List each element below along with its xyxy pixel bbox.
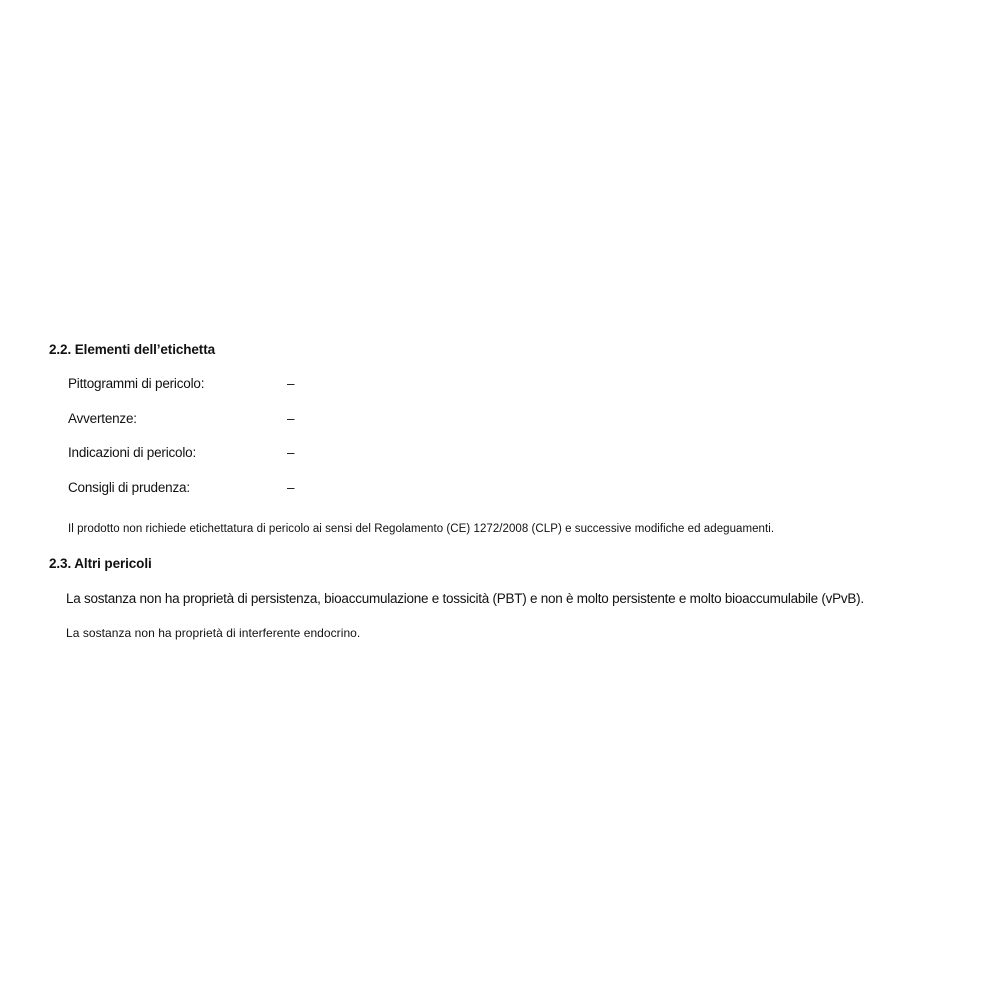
endocrine-paragraph: La sostanza non ha proprietà di interferente endocrino. [66, 626, 361, 640]
value-precautionary-statements: – [287, 480, 295, 495]
section-2-3-title: 2.3. Altri pericoli [49, 556, 152, 571]
value-hazard-statements: – [287, 445, 295, 460]
pbt-paragraph: La sostanza non ha proprietà di persistenza, bioaccumulazione e tossicità (PBT) e non è molto persistente e molto bioaccumulabile (vPvB). [66, 591, 864, 606]
label-hazard-statements: Indicazioni di pericolo: [68, 445, 197, 460]
label-precautionary-statements: Consigli di prudenza: [68, 480, 190, 495]
section-2-2-title: 2.2. Elementi dell’etichetta [49, 342, 216, 357]
value-warnings: – [287, 411, 295, 426]
label-pictograms: Pittogrammi di pericolo: [68, 376, 205, 391]
label-warnings: Avvertenze: [68, 411, 137, 426]
labelling-note: Il prodotto non richiede etichettatura di pericolo ai sensi del Regolamento (CE) 1272/2008 (CLP) e successive modifiche ed adeguamenti. [68, 523, 775, 535]
value-pictograms: – [287, 376, 295, 391]
